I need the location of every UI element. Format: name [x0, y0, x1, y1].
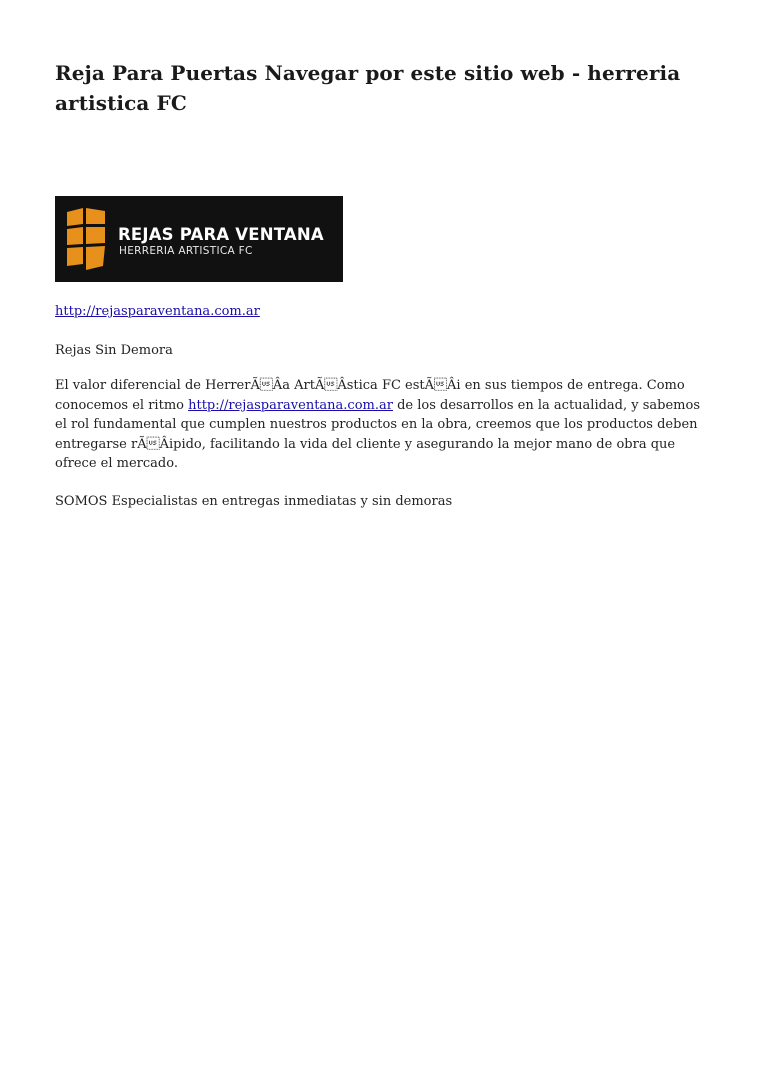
- body-paragraph: [55, 376, 715, 474]
- subheading: Rejas Sin Demora: [55, 342, 173, 358]
- logo-main-text: REJAS PARA VENTANA: [118, 225, 324, 244]
- site-link[interactable]: http://rejasparaventana.com.ar: [55, 304, 260, 319]
- closing-line: SOMOS Especialistas en entregas inmediatas y sin demoras: [55, 493, 453, 509]
- window-grille-icon: [67, 208, 107, 270]
- body-text-part1: El valor diferencial de HerrerÃ Âa ArtÃ Âstica FC estÃ Âi en sus tiempos de entrega. Como conocemos el ritmo: [55, 378, 685, 413]
- document-title: Reja Para Puertas Navegar por este sitio web - herreria artistica FC: [55, 61, 681, 115]
- url-paragraph: [55, 302, 715, 322]
- body-text-part2: de los desarrollos en la actualidad, y sabemos el rol fundamental que cumplen nuestros productos en la obra, creemos que los productos deben entregarse rÃ Âipido, facilitando la vida del cliente y asegurando la mejor mano de obra que ofrece el mercado.: [55, 397, 701, 471]
- logo-image: [55, 196, 343, 282]
- logo-sub-text: HERRERIA ARTISTICA FC: [119, 245, 253, 257]
- inline-site-link[interactable]: http://rejasparaventana.com.ar: [188, 397, 393, 413]
- document-page: [55, 58, 715, 511]
